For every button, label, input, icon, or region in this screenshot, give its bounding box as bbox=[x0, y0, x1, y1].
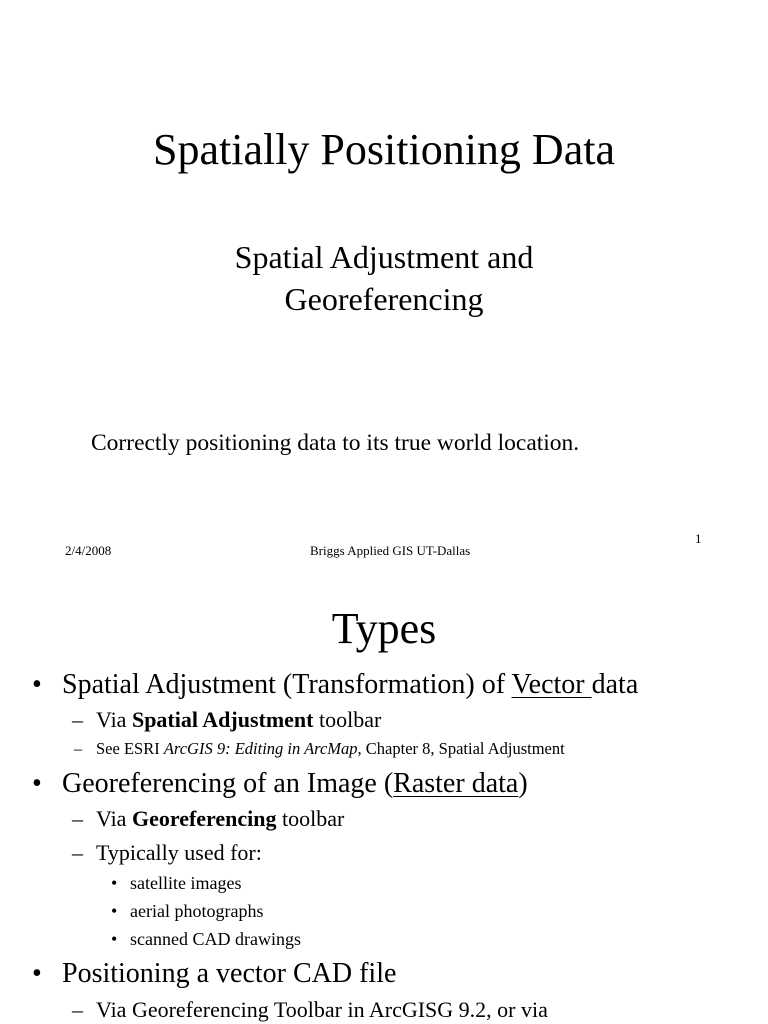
sub-item-text-end: toolbar bbox=[276, 806, 345, 831]
bullet-icon: • bbox=[111, 929, 118, 949]
list-item: scanned CAD drawings bbox=[130, 929, 301, 949]
dash-icon: – bbox=[72, 840, 83, 865]
bullet-georeferencing bbox=[62, 767, 528, 801]
dash-icon: – bbox=[74, 739, 83, 758]
bullet-text-end: data bbox=[591, 669, 639, 700]
toolbar-name: Georeferencing bbox=[131, 806, 277, 831]
bullet-text: Georeferencing of an Image ( bbox=[62, 768, 394, 799]
bullet-icon: • bbox=[111, 901, 118, 921]
sub-item-text: See ESRI bbox=[96, 739, 164, 758]
list-item: aerial photographs bbox=[130, 901, 264, 921]
dash-icon: – bbox=[72, 997, 83, 1022]
sub-item-esri-reference bbox=[96, 738, 565, 760]
bullet-icon: • bbox=[111, 873, 118, 893]
bullet-icon: • bbox=[32, 768, 42, 799]
bullet-text: Spatial Adjustment (Transformation) of bbox=[62, 669, 512, 700]
dash-icon: – bbox=[72, 707, 83, 732]
bullet-text-end: ) bbox=[518, 768, 528, 799]
footer-date: 2/4/2008 bbox=[65, 543, 112, 558]
sub-item-text-end: , Chapter 8, Spatial Adjustment bbox=[357, 739, 565, 758]
book-title: ArcGIS 9: Editing in ArcMap bbox=[163, 739, 358, 758]
subtitle-line-1: Spatial Adjustment and bbox=[234, 239, 534, 275]
sub-item-georef-cad: Via Georeferencing Toolbar in ArcGISG 9.2, or via bbox=[96, 997, 548, 1022]
bullet-vector-cad: Positioning a vector CAD file bbox=[62, 958, 397, 989]
sub-item-text: Via bbox=[96, 707, 132, 732]
sub-item-georef-toolbar bbox=[96, 805, 344, 833]
bullet-icon: • bbox=[32, 958, 42, 989]
footer-center-text: Briggs Applied GIS UT-Dallas bbox=[310, 543, 471, 558]
slide-subtitle bbox=[0, 236, 768, 320]
slide-title: Spatially Positioning Data bbox=[153, 125, 615, 174]
slide-title: Types bbox=[331, 604, 437, 653]
sub-item-text: Via bbox=[96, 806, 132, 831]
sub-item-text-end: toolbar bbox=[313, 707, 382, 732]
slide-tagline: Correctly positioning data to its true world location. bbox=[91, 430, 580, 456]
subtitle-line-2: Georeferencing bbox=[284, 281, 484, 317]
toolbar-name: Spatial Adjustment bbox=[131, 707, 314, 732]
dash-icon: – bbox=[72, 806, 83, 831]
raster-data-link[interactable]: Raster data bbox=[393, 768, 519, 799]
bullet-icon: • bbox=[32, 669, 42, 700]
page-number: 1 bbox=[695, 531, 702, 546]
sub-item-typically-used: Typically used for: bbox=[96, 840, 262, 865]
list-item: satellite images bbox=[130, 873, 242, 893]
sub-item-spatial-toolbar bbox=[96, 706, 381, 734]
vector-link[interactable]: Vector bbox=[511, 669, 592, 700]
bullet-spatial-adjustment bbox=[62, 668, 638, 702]
